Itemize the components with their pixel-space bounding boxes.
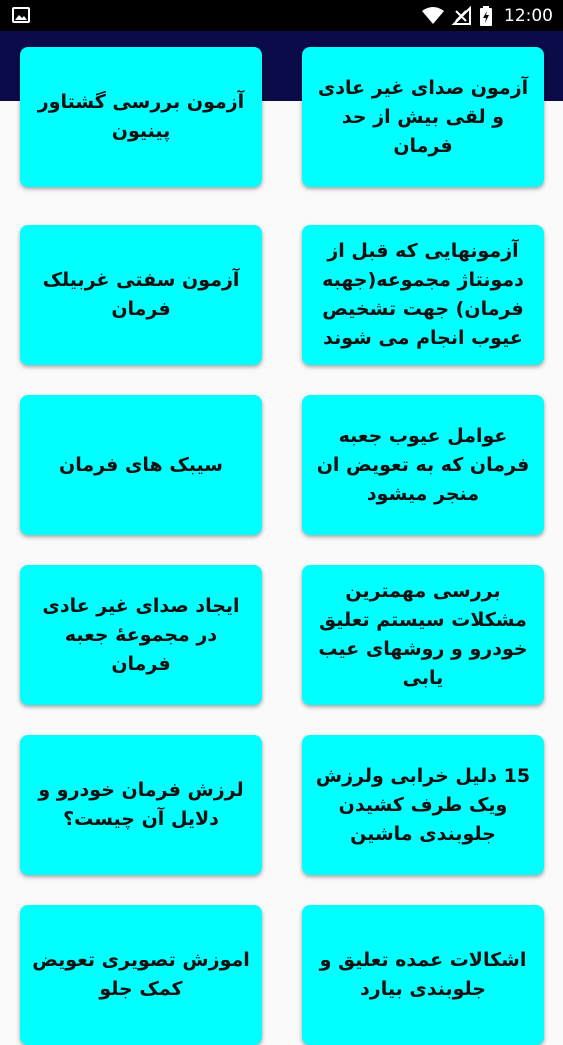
card-label: بررسی مهمترین مشکلات سیستم تعلیق خودرو و روشهای عیب یابی bbox=[318, 580, 528, 689]
card-item[interactable] bbox=[302, 905, 544, 1045]
card-item[interactable] bbox=[302, 225, 544, 365]
card-item[interactable] bbox=[302, 395, 544, 535]
card-item[interactable] bbox=[302, 565, 544, 705]
card-label: ایجاد صدای غیر عادی در مجموعهٔ جعبه فرمان bbox=[42, 594, 240, 675]
status-time: 12:00 bbox=[504, 5, 553, 26]
card-label: اشکالات عمده تعلیق و جلوبندی بیارد bbox=[319, 949, 527, 1000]
card-item[interactable] bbox=[20, 225, 262, 365]
card-item[interactable] bbox=[20, 905, 262, 1045]
card-label: سیبک های فرمان bbox=[59, 453, 223, 476]
card-item[interactable] bbox=[302, 47, 544, 187]
card-label: 15 دلیل خرابی ولرزش ویک طرف کشیدن جلوبندی ماشین bbox=[315, 764, 531, 845]
card-item[interactable] bbox=[302, 735, 544, 875]
card-label: آزمون سفتی غربیلک فرمان bbox=[42, 269, 240, 320]
wifi-icon bbox=[422, 7, 444, 25]
card-label: آزمون بررسی گشتاور پینیون bbox=[37, 91, 245, 142]
status-bar bbox=[0, 0, 563, 31]
gallery-icon bbox=[12, 7, 30, 23]
card-label: عوامل عیوب جعبه فرمان که به تعویض ان منجر میشود bbox=[316, 424, 530, 505]
card-label: آزمون صدای غیر عادی و لقی بیش از حد فرمان bbox=[317, 76, 529, 157]
card-item[interactable] bbox=[20, 395, 262, 535]
card-label: اموزش تصویری تعویض کمک جلو bbox=[32, 949, 250, 1000]
card-item[interactable] bbox=[20, 47, 262, 187]
card-item[interactable] bbox=[20, 735, 262, 875]
card-label: لرزش فرمان خودرو و دلایل آن چیست؟ bbox=[38, 779, 244, 830]
card-item[interactable] bbox=[20, 565, 262, 705]
battery-charging-icon bbox=[480, 6, 492, 26]
no-sim-icon bbox=[452, 7, 472, 25]
card-label: آزمونهایی که قبل از دمونتاژ مجموعه(جهبه فرمان) جهت تشخیص عیوب انجام می شوند bbox=[322, 240, 524, 349]
card-grid bbox=[0, 76, 563, 1000]
